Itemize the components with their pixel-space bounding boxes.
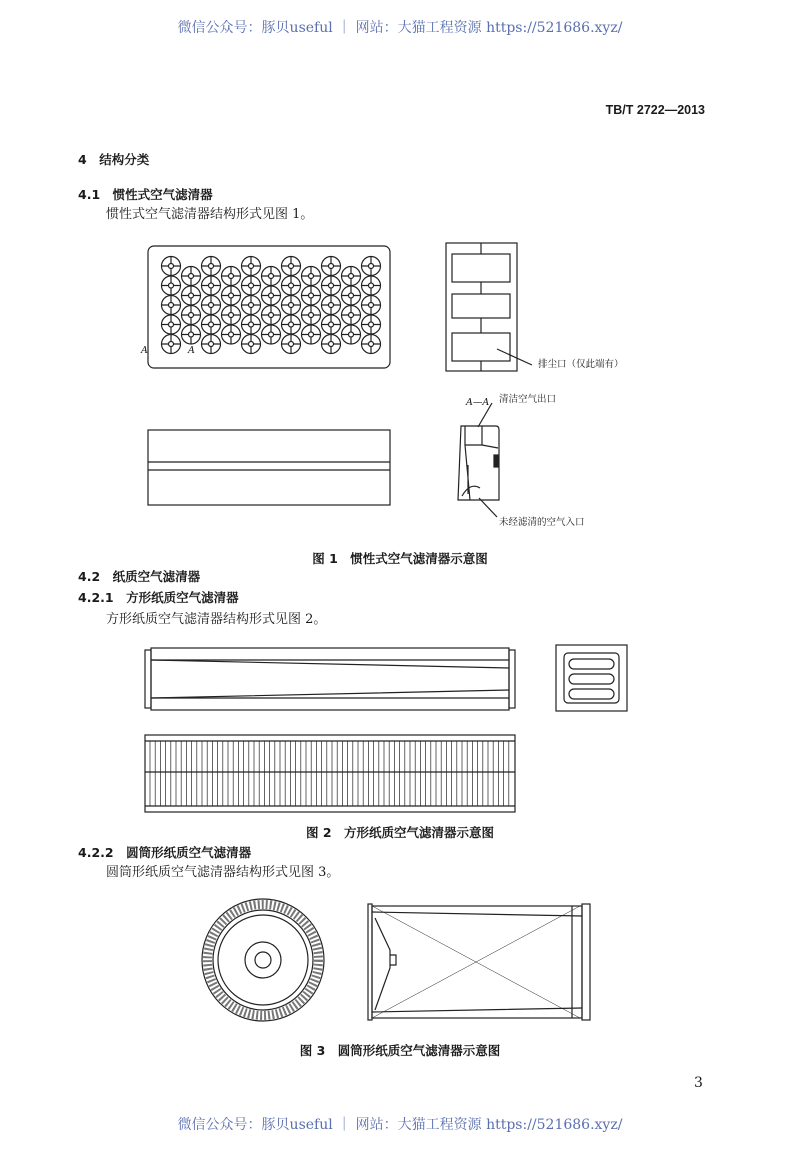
- cyclone-cell: [282, 276, 301, 295]
- cyclone-cell: [202, 315, 221, 334]
- section-mark-left: A: [141, 345, 148, 356]
- cyclone-cell: [342, 286, 361, 305]
- cyclone-cell: [242, 315, 261, 334]
- cyclone-cell: [262, 306, 281, 325]
- cyclone-cell: [182, 306, 201, 325]
- figure-1-drawing: [148, 243, 532, 517]
- watermark-top: 微信公众号：豚贝useful ｜ 网站：大猫工程资源 https://521686.xyz/: [177, 20, 623, 36]
- cyclone-cell: [322, 276, 341, 295]
- cyclone-cell: [322, 296, 341, 315]
- inertial-panel-front: [148, 246, 390, 368]
- cyclone-cell: [222, 267, 241, 286]
- cyclone-cell: [242, 296, 261, 315]
- watermark-bottom: 微信公众号：豚贝useful ｜ 网站：大猫工程资源 https://521686.xyz/: [177, 1117, 623, 1133]
- cyclone-cell: [362, 257, 381, 276]
- cyclone-cell: [202, 276, 221, 295]
- cyclone-cell: [162, 276, 181, 295]
- cyclone-cell: [262, 267, 281, 286]
- label-dust-outlet: 排尘口（仅此端有）: [538, 359, 624, 370]
- label-section-a-a: A—A: [466, 397, 490, 408]
- cyclone-cell: [362, 335, 381, 354]
- cyclone-cell: [202, 296, 221, 315]
- cyclone-cell: [302, 286, 321, 305]
- cyclone-cell: [202, 257, 221, 276]
- figure-2-caption: 图 2 方形纸质空气滤清器示意图: [305, 825, 495, 840]
- cyclone-cell: [342, 267, 361, 286]
- figure-3-drawing: [202, 899, 590, 1021]
- inertial-panel-side: [446, 243, 517, 371]
- section-a-a-view: [458, 426, 499, 500]
- figure-3-caption: 图 3 圆筒形纸质空气滤清器示意图: [299, 1043, 501, 1058]
- cyclone-cell: [242, 335, 261, 354]
- cyclone-cell: [182, 286, 201, 305]
- cyclone-cell: [302, 325, 321, 344]
- cyclone-cell: [242, 276, 261, 295]
- cyclone-cell: [302, 267, 321, 286]
- figure-1-caption: 图 1 惯性式空气滤清器示意图: [312, 551, 488, 566]
- cyclone-cell: [242, 257, 261, 276]
- section-4-2-2-body: 圆筒形纸质空气滤清器结构形式见图 3。: [106, 865, 340, 880]
- label-clean-air-outlet: 清洁空气出口: [499, 394, 557, 405]
- cyclone-cell: [282, 315, 301, 334]
- standard-number: TB/T 2722—2013: [605, 103, 705, 117]
- section-mark-right: A: [188, 345, 195, 356]
- cyclone-cell: [362, 296, 381, 315]
- cyclone-cell: [322, 257, 341, 276]
- cyclone-cell: [362, 315, 381, 334]
- cyclone-cell: [222, 306, 241, 325]
- cyclone-cell: [222, 325, 241, 344]
- cyclone-cell: [262, 286, 281, 305]
- section-4-heading: 4 结构分类: [78, 152, 150, 167]
- inertial-panel-top: [148, 430, 390, 505]
- cyclone-cell: [222, 286, 241, 305]
- cyclone-cell: [282, 335, 301, 354]
- section-4-1-heading: 4.1 惯性式空气滤清器: [78, 187, 213, 202]
- cyclone-cell: [162, 296, 181, 315]
- cyclone-cell: [362, 276, 381, 295]
- cyclone-cell: [282, 257, 301, 276]
- section-4-2-2-heading: 4.2.2 圆筒形纸质空气滤清器: [78, 845, 252, 860]
- cyclone-cell: [162, 257, 181, 276]
- section-4-2-1-body: 方形纸质空气滤清器结构形式见图 2。: [106, 612, 327, 627]
- section-4-2-1-heading: 4.2.1 方形纸质空气滤清器: [78, 590, 239, 605]
- cyclone-cell: [322, 335, 341, 354]
- label-dirty-air-inlet: 未经滤清的空气入口: [499, 517, 585, 528]
- section-4-2-heading: 4.2 纸质空气滤清器: [78, 569, 201, 584]
- cyclone-cell: [162, 315, 181, 334]
- cyclone-cell: [182, 267, 201, 286]
- cyclone-cell: [182, 325, 201, 344]
- cyclone-cell: [322, 315, 341, 334]
- section-4-1-body: 惯性式空气滤清器结构形式见图 1。: [106, 207, 314, 222]
- cyclone-cell: [282, 296, 301, 315]
- cyclone-cell: [302, 306, 321, 325]
- cyclone-cell: [262, 325, 281, 344]
- cyclone-cell: [342, 325, 361, 344]
- page-number: 3: [694, 1075, 703, 1091]
- cyclone-cell: [202, 335, 221, 354]
- figure-2-drawing: [145, 645, 627, 812]
- cyclone-cell: [162, 335, 181, 354]
- cyclone-cell: [342, 306, 361, 325]
